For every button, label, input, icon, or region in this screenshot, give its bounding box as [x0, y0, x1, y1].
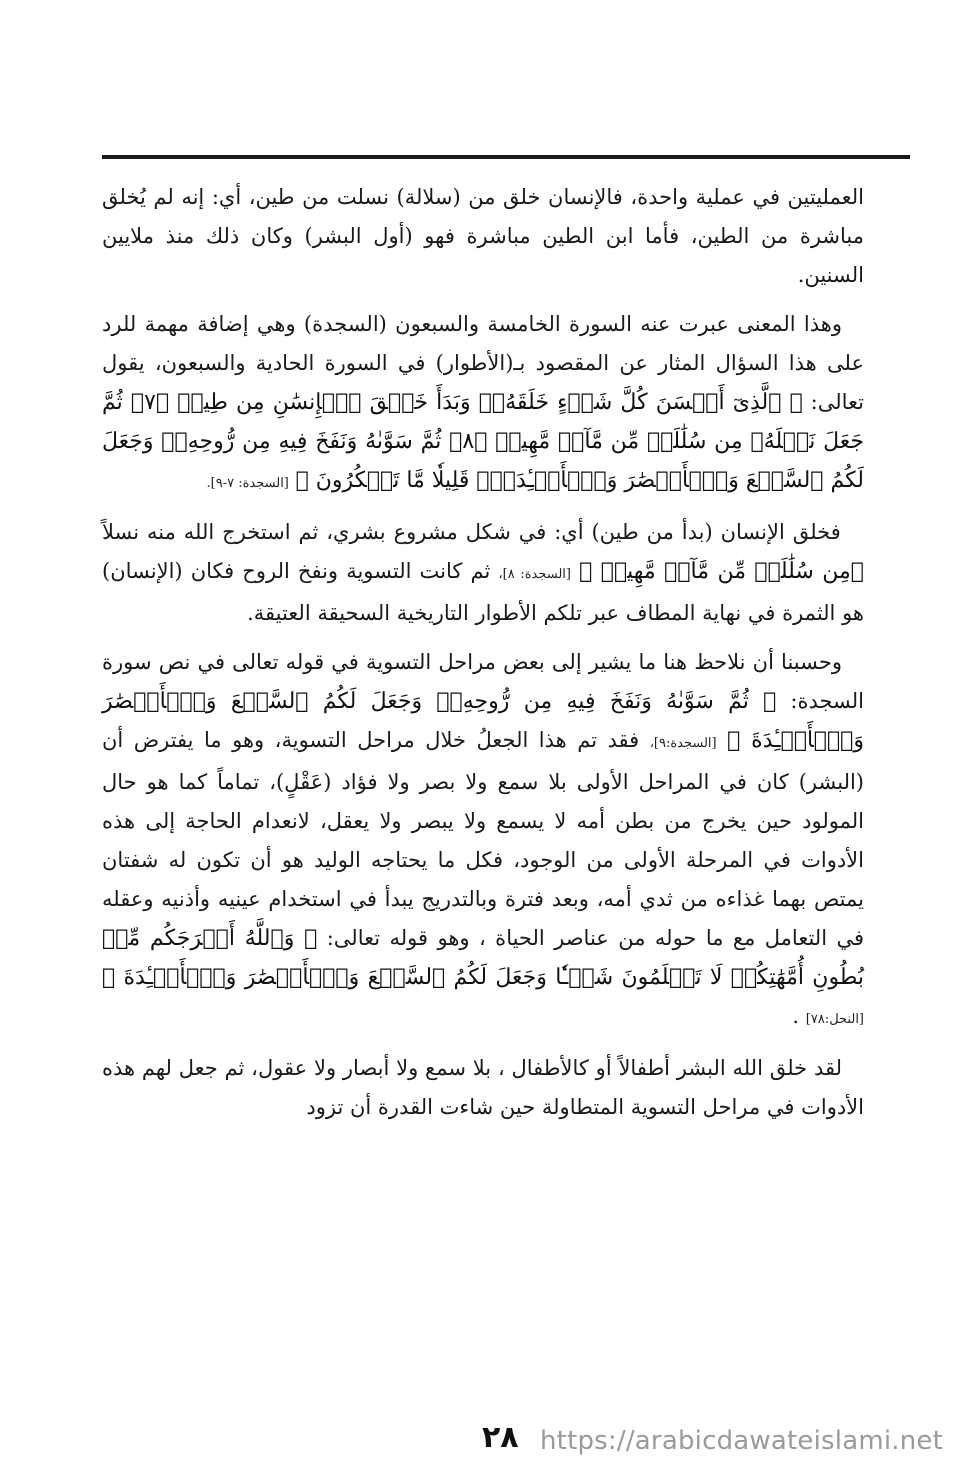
- header-rule: [102, 155, 910, 159]
- paragraph-1: العمليتين في عملية واحدة، فالإنسان خلق من (سلالة) نسلت من طين، أي: إنه لم يُخلق مباشرة من الطين، فأما ابن الطين مباشرة فهو (أول البشر) وكان ذلك منذ ملايين السنين.: [102, 185, 864, 287]
- paragraph-2-intro: وهذا المعنى عبرت عنه السورة الخامسة والسبعون (السجدة) وهي إضافة مهمة للرد على هذا السؤال المثار عن المقصود بـ(الأطوار) في السورة الحادية والسبعون، يقول تعالى:: [102, 312, 864, 414]
- paragraph-4-intro: وحسبنا أن نلاحظ هنا ما يشير إلى بعض مراحل التسوية في قوله تعالى في نص سورة السجدة:: [102, 650, 864, 713]
- verse-reference: [السجدة: ٨]،: [498, 567, 571, 582]
- paragraph-4: [102, 643, 864, 1039]
- paragraph-3-intro: فخلق الإنسان (بدأ من طين) أي: في شكل مشروع بشري، ثم استخرج الله منه نسلاً: [102, 520, 841, 544]
- quran-verse-sajda-7-9: ﴿ ٱلَّذِىٓ أَحۡسَنَ كُلَّ شَيۡءٍ خَلَقَهُۥۖ وَبَدَأَ خَلۡقَ ٱلۡإِنسَٰنِ مِن طِينٖ ﴿٧﴾ ثُمَّ جَعَلَ نَسۡلَهُۥ مِن سُلَٰلَةٖ مِّن مَّآءٖ مَّهِينٖ ﴿٨﴾ ثُمَّ سَوَّىٰهُ وَنَفَخَ فِيهِ مِن رُّوحِهِۦۖ وَجَعَلَ لَكُمُ ٱلسَّمۡعَ وَٱلۡأَبۡصَٰرَ وَٱلۡأَفۡـِٔدَةَۚ قَلِيلٗا مَّا تَشۡكُرُونَ ﴾: [102, 390, 864, 493]
- watermark-url: https://arabicdawateislami.net: [540, 1426, 944, 1456]
- page-body: [102, 178, 864, 1137]
- quran-verse-nahl-78: ﴿ وَٱللَّهُ أَخۡرَجَكُم مِّنۢ بُطُونِ أُمَّهَٰتِكُمۡ لَا تَعۡلَمُونَ شَيۡـٔٗا وَجَعَلَ لَكُمُ ٱلسَّمۡعَ وَٱلۡأَبۡصَٰرَ وَٱلۡأَفۡـِٔدَةَ ﴾: [102, 926, 864, 990]
- paragraph-5: لقد خلق الله البشر أطفالاً أو كالأطفال ، بلا سمع ولا أبصار ولا عقول، ثم جعل لهم هذه الأدوات في مراحل التسوية المتطاولة حين شاءت القدرة أن تزود: [102, 1056, 864, 1119]
- paragraph-4-end: .: [792, 1004, 800, 1028]
- quran-verse-sajda-8: ﴿مِن سُلَٰلَةٖ مِّن مَّآءٖ مَّهِينٖ ﴾: [579, 559, 864, 584]
- verse-reference: [النحل:٧٨]: [805, 1012, 864, 1027]
- page-footer: [460, 1420, 944, 1464]
- paragraph-2: [102, 305, 864, 503]
- paragraph-4-outro: فقد تم هذا الجعلُ خلال مراحل التسوية، وهو ما يفترض أن (البشر) كان في المراحل الأولى بلا سمع ولا بصر ولا فؤاد (عَقْلٍ)، تماماً كما هو حال المولود حين يخرج من بطن أمه لا يسمع ولا يبصر ولا يعقل، لانعدام الحاجة إلى هذه الأدوات في المرحلة الأولى من الوجود، فكل ما يحتاجه الوليد هو أن تكون له شفتان يمتص بهما غذاءه من ثدي أمه، وبعد فترة وبالتدريج يبدأ في استخدام عينيه وأذنيه وعقله في التعامل مع ما حوله من عناصر الحياة ، وهو قوله تعالى:: [102, 728, 864, 950]
- verse-reference: [السجدة:٩]،: [649, 736, 717, 751]
- verse-reference: [السجدة: ٧-٩].: [206, 476, 289, 491]
- paragraph-3-outro: ثم كانت التسوية ونفخ الروح فكان (الإنسان) هو الثمرة في نهاية المطاف عبر تلكم الأطوار التاريخية السحيقة العتيقة.: [102, 559, 864, 625]
- paragraph-3: [102, 513, 864, 633]
- quran-verse-sajda-9: ﴿ ثُمَّ سَوَّىٰهُ وَنَفَخَ فِيهِ مِن رُّوحِهِۦۖ وَجَعَلَ لَكُمُ ٱلسَّمۡعَ وَٱلۡأَبۡصَٰرَ وَٱلۡأَفۡـِٔدَةَ ﴾: [102, 689, 864, 753]
- page-number: ٢٨: [482, 1420, 519, 1455]
